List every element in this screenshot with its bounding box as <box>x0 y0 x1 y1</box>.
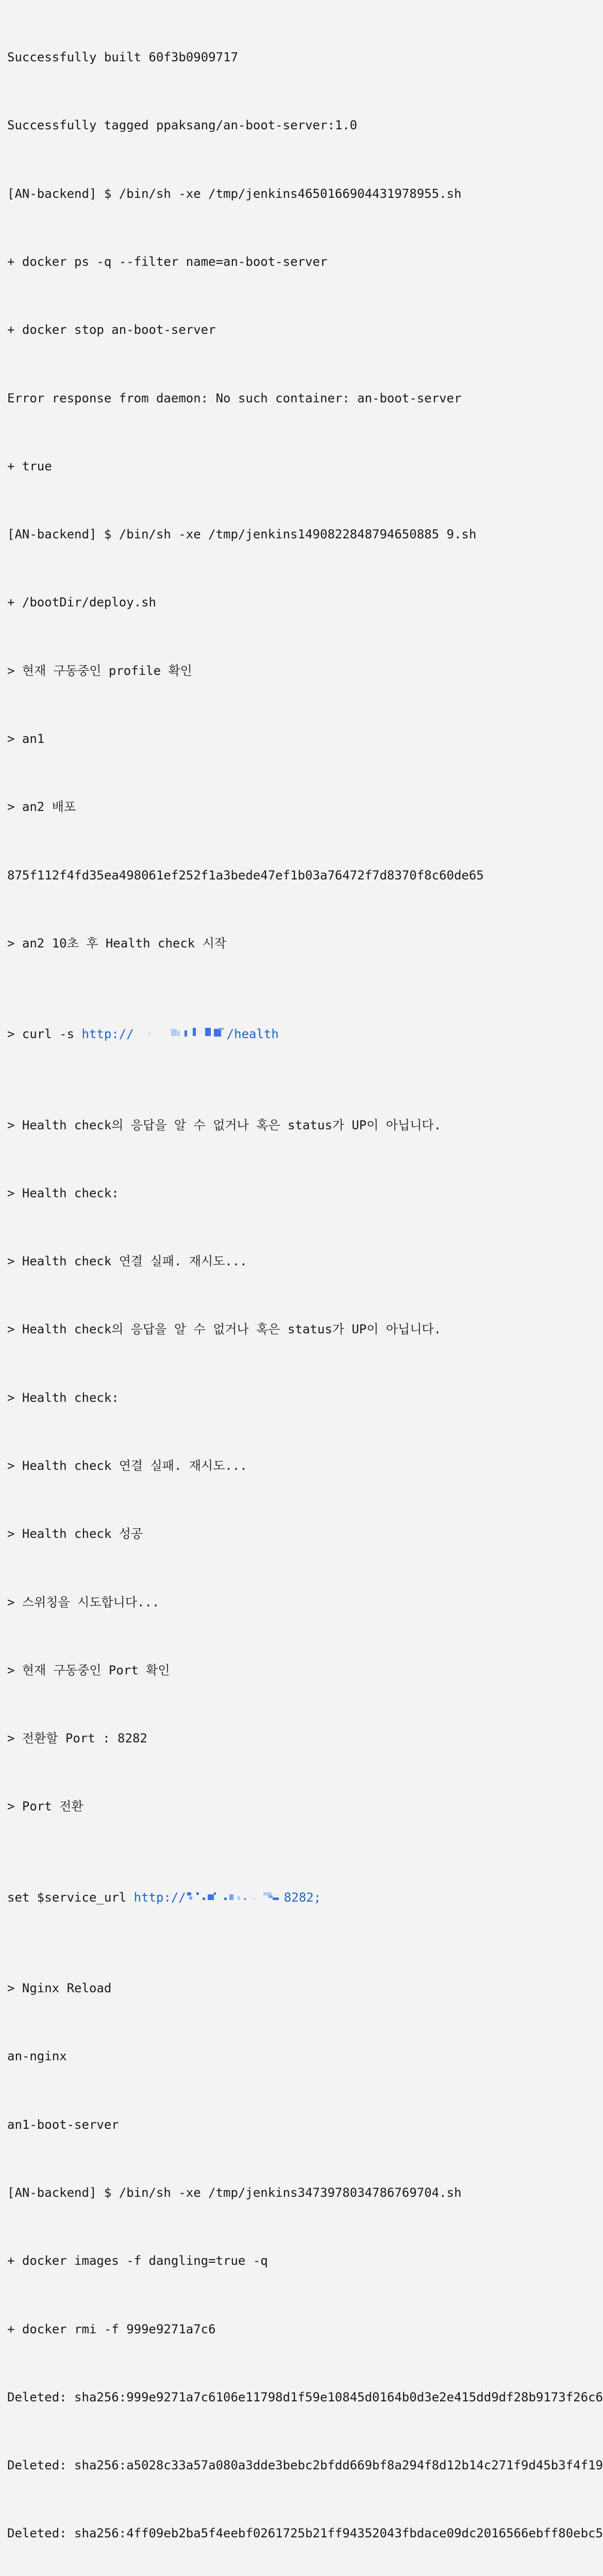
console-line: > 전환할 Port : 8282 <box>7 1731 147 1746</box>
health-link-end: /health <box>226 1027 279 1042</box>
console-line: an1-boot-server <box>7 2117 119 2132</box>
curl-prefix: > curl -s <box>7 1027 82 1042</box>
console-line: + docker stop an-boot-server <box>7 323 216 337</box>
console-line: + true <box>7 459 52 473</box>
console-line: Deleted: sha256:a5028c33a57a080a3dde3bebc2bfdd669bf8a294f8d12b14c271f9d45b3f4f19 <box>7 2458 603 2473</box>
console-line: Deleted: sha256:4ff09eb2ba5f4eebf0261725b21ff94352043fbdace09dc2016566ebff80ebc5 <box>7 2526 603 2541</box>
console-output <box>7 0 603 2576</box>
console-line: > Health check 연결 실패. 재시도... <box>7 1254 247 1269</box>
console-line: > Health check 연결 실패. 재시도... <box>7 1459 247 1473</box>
console-line: an-nginx <box>7 2049 67 2064</box>
console-line: > 스위칭을 시도합니다... <box>7 1595 160 1609</box>
console-line: > 현재 구동중인 profile 확인 <box>7 663 192 678</box>
curl-line <box>7 1023 600 1045</box>
console-line: [AN-backend] $ /bin/sh -xe /tmp/jenkins3473978034786769704.sh <box>7 2185 462 2200</box>
console-line: [AN-backend] $ /bin/sh -xe /tmp/jenkins1490822848794650885 9.sh <box>7 527 477 542</box>
service-link-end: 8282; <box>283 1890 322 1905</box>
console-line: > Health check: <box>7 1390 119 1405</box>
console-line: > Health check의 응답을 알 수 없거나 혹은 status가 UP이 아닙니다. <box>7 1117 442 1132</box>
console-line: > an2 10초 후 Health check 시작 <box>7 936 227 951</box>
redacted-host <box>134 1028 227 1039</box>
health-link-start: http:// <box>81 1027 134 1042</box>
console-line: > 현재 구동중인 Port 확인 <box>7 1663 170 1677</box>
console-line: > an2 배포 <box>7 800 76 815</box>
console-line: > Health check 성공 <box>7 1527 143 1541</box>
console-line: > Health check: <box>7 1185 119 1200</box>
console-line: > Health check의 응답을 알 수 없거나 혹은 status가 UP이 아닙니다. <box>7 1322 442 1337</box>
console-line: Deleted: sha256:999e9271a7c6106e11798d1f59e10845d0164b0d3e2e415dd9df28b9173f26c6 <box>7 2389 603 2404</box>
service-url-prefix: set $service_url <box>7 1890 134 1905</box>
console-line: > Port 전환 <box>7 1799 83 1814</box>
console-line: + docker rmi -f 999e9271a7c6 <box>7 2321 216 2336</box>
console-line: Successfully tagged ppaksang/an-boot-server:1.0 <box>7 118 358 133</box>
console-line: + docker ps -q --filter name=an-boot-server <box>7 255 328 269</box>
console-line: > Nginx Reload <box>7 1981 112 1996</box>
console-line: Successfully built 60f3b0909717 <box>7 50 238 65</box>
console-line: 875f112f4fd35ea498061ef252f1a3bede47ef1b03a76472f7d8370f8c60de65 <box>7 868 484 883</box>
console-line: [AN-backend] $ /bin/sh -xe /tmp/jenkins4650166904431978955.sh <box>7 186 462 201</box>
console-line: + /bootDir/deploy.sh <box>7 595 156 610</box>
console-line: + docker images -f dangling=true -q <box>7 2253 268 2268</box>
console-line: > an1 <box>7 732 45 746</box>
service-url-link[interactable] <box>134 1890 321 1905</box>
redacted-host <box>186 1891 284 1903</box>
service-link-start: http:// <box>133 1890 186 1905</box>
health-check-link[interactable] <box>82 1027 279 1041</box>
service-url-line <box>7 1886 600 1909</box>
console-line: Error response from daemon: No such container: an-boot-server <box>7 391 462 405</box>
